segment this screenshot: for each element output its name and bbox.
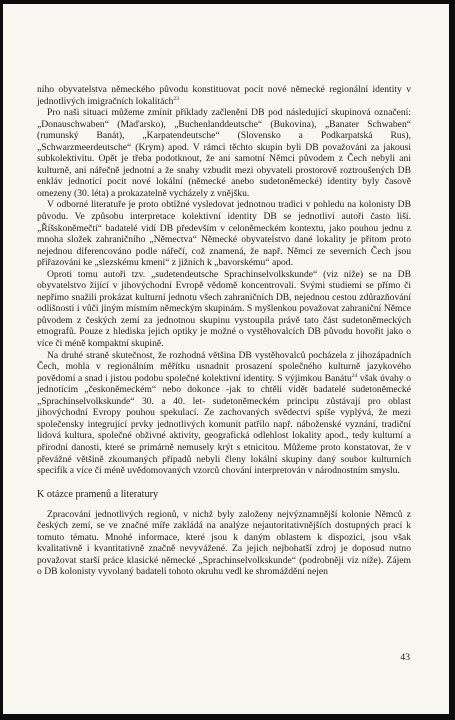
footnote-ref-24: 24 [351, 372, 358, 379]
paragraph-4: Oproti tomu autoři tzv. „sudetendeutsche Sprachinselvolkskunde“ (viz níže) se na DB obyvatelstvo žijící v jihovýchodní Evropě vědomě koncentrovali. Svými studiemi se přímo či nepřímo snažili prokázat kulturní jednotu všech zahraničních DB, nejednou cestou zdůrazňování odlišností i vůči jiným místním německým skupinám. S myšlenkou považovat zahraniční Němce původem z českých zemí za jednotnou skupinu vystoupila právě tato část sudetoněmeckých etnografů. Pouze z hlediska jejich optiky je možné o vystěhovalcích DB původu hovořit jako o více či méně kompaktní skupině. [37, 268, 411, 350]
paragraph-5 [37, 350, 411, 477]
body-text [37, 84, 411, 578]
section-heading: K otázce pramenů a literatury [37, 488, 159, 500]
paragraph-3: V odborné literatuře je proto obtížné vysledovat jednotnou tradici v pohledu na kolonisty DB původu. Ve způsobu interpretace kolektivní identity DB se jednotliví autoři často liší. „Říšskoněmečtí“ badatelé vidí DB především v celoněmeckém kontextu, jako pouhou jednu z mnoha složek zahraničního „Němectva“ Německé obyvatelstvo dané lokality je přitom proto nejednou diferencováno podle nářečí, což znamená, že např. Němci ze severních Čech jsou přiřazováni ke „slezskému kmeni“ z jižních k „bavorskému“ apod. [37, 199, 411, 269]
page-number: 43 [400, 652, 410, 663]
paragraph-1-text: ního obyvatelstva německého původu konstituovat pocit nové německé regionální identity v jednotlivých imigračních lokalitách [37, 84, 411, 107]
paragraph-2: Pro naši situaci můžeme zmínit příklady začlenění DB pod následující skupinová označení: „Donauschwaben“ (Maďarsko), „Buchenlanddeutsche“ (Bukovina), „Banater Schwaben“ (rumunský Banát), „Karpatendeutsche“ (Slovensko a Podkarpatská Rus), „Schwarzmeerdeutsche“ (Krym) apod. V rámci těchto skupin byli DB považováni za jakousi subkolektivitu. Opět je třeba podotknout, že ani samotní Němci původem z Čech nebyli ani kulturně, ani nářečně jednotní a že snahy vzbudit mezi obyvateli prostorově roztroušených DB enkláv jednotící pocit nové lokální (německé anebo sudetoněmecké) identity byly časově omezeny (30. léta) a prokazatelně vycházely z vnějšku. [37, 107, 411, 199]
paragraph-6: Zpracování jednotlivých regionů, v nichž byly založeny nejvýznamnější kolonie Němců z českých zemí, se ve značné míře zakládá na analýze nejautoritativnějších dostupných prací k tomuto tématu. Mnohé informace, které jsou k daným oblastem k dispozici, jsou však kvalitativně i kvantitativně značně nevyvážené. Za jejich nejbohatší zdroj je doposud nutno považovat starší práce klasické německé „Sprachinselvolkskunde“ (podrobněji viz níže). Zájem o DB kolonisty vyvolaný badateli tohoto okruhu vedl ke shromáždění nejen [37, 508, 411, 578]
paragraph-1 [37, 84, 411, 107]
paragraph-5-text-end: však úvahy o jednotícím „českoněmeckém“ nebo dokonce -jak to chtěli vidět badatelé sudetoněmecké „Sprachinselvolkskunde“ 30. a 40. let- sudetoněmeckém principu zůstávají pro oblast jihovýchodní Evropy pouhou spekulací. Ze zachovaných svědectví spíše vyplývá, že mezi společensky integrující prvky jednotlivých komunit patřilo např. náboženské vyznání, tradiční lidová kultura, společné obživné aktivity, geografická odlehlost lokality apod., tedy kulturní a přírodní danosti, které se primárně nemusely krýt s etnicitou. Můžeme proto konstatovat, že v převážné většině zkoumaných případů nebyli členy lokální skupiny daný soubor kulturních specifik a více či méně uvědomovaných vzorců chování interpretován v národnostním smyslu. [37, 372, 411, 477]
paragraph-5-text-start: Na druhé straně skutečnost, že rozhodná většina DB vystěhovalců pocházela z jihozápadních Čech, mohla v regionálním měřítku usnadnit prosazení společného kulturně jazykového povědomí a snad i jistou podobu společné kolektivní identity. S výjimkou Banátu [37, 349, 411, 384]
footnote-ref-23: 23 [173, 95, 179, 102]
document-page [3, 4, 449, 714]
